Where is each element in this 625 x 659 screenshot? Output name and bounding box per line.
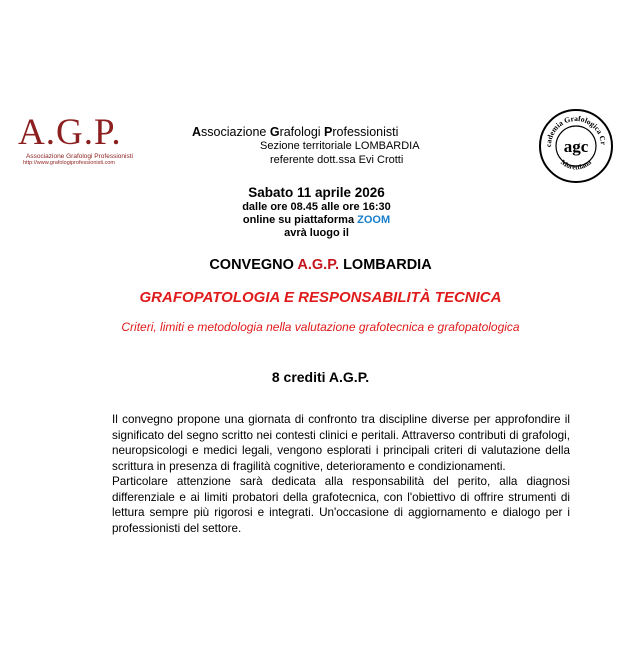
svg-text:Morettiana [559,158,593,171]
convegno-suffix: LOMBARDIA [339,257,432,273]
logo-subtitle: Associazione Grafologi Professionisti [26,153,133,160]
assoc-word-2: rafologi [279,125,325,139]
description-paragraph-1: Il convegno propone una giornata di confronto tra discipline diverse per approfondire il significato del segno scritto nei contesti clinici e peritali. Attraverso contributi di grafologi, neuropsicologi e medici legali, vengono esplorati i principali criteri di valutazione della scrittura in presenza di fragilità cognitive, deterioramento e condizionamenti. [112,413,570,473]
assoc-word-3: rofessionisti [332,125,399,139]
seal-top-text: cademia Grafologica Cr [543,113,608,148]
event-info [0,185,625,240]
seal-icon [538,108,614,184]
description-paragraph-2: Particolare attenzione sarà dedicata alla responsabilità del perito, alla diagnosi differenziale e ai limiti probatori della grafotecnica, con l'obiettivo di offrire strumenti di lettura sempre più rigorosi e integrati. Un'occasione di aggiornamento e dialogo per i professionisti del settore. [112,475,570,535]
credits: 8 crediti A.G.P. [271,369,370,385]
initial-p: P [324,125,333,139]
event-date: Sabato 11 aprile 2026 [248,185,385,200]
referent: referente dott.ssa Evi Crotti [270,154,404,166]
territorial-section: Sezione territoriale LOMBARDIA [260,140,420,152]
convegno-heading [8,257,625,273]
platform-prefix: online su piattaforma [242,214,358,226]
event-time: dalle ore 08.45 alle ore 16:30 [242,201,391,213]
convegno-highlight: A.G.P. [297,257,340,273]
event-subtitle: Criteri, limiti e metodologia nella valutazione grafotecnica e grafopatologica [121,320,520,334]
platform-name: ZOOM [357,214,391,226]
seal-bottom-text: Morettiana [559,158,593,172]
event-platform [8,214,625,227]
agp-logo [18,113,148,173]
logo-url: http://www.grafologiprofessionisti.com [23,160,116,166]
association-name [192,125,472,139]
initial-a: A [192,125,202,139]
event-title: GRAFOPATOLOGIA E RESPONSABILITÀ TECNICA [139,289,502,306]
logo-letters: A.G.P. [18,112,122,153]
header [192,125,472,167]
initial-g: G [269,125,280,139]
event-will-take-place: avrà luogo il [284,227,349,239]
description [112,412,570,536]
convegno-prefix: CONVEGNO [209,257,298,273]
accademia-seal-logo [538,108,614,184]
assoc-word-1: ssociazione [201,125,270,139]
seal-monogram: agc [563,137,589,156]
